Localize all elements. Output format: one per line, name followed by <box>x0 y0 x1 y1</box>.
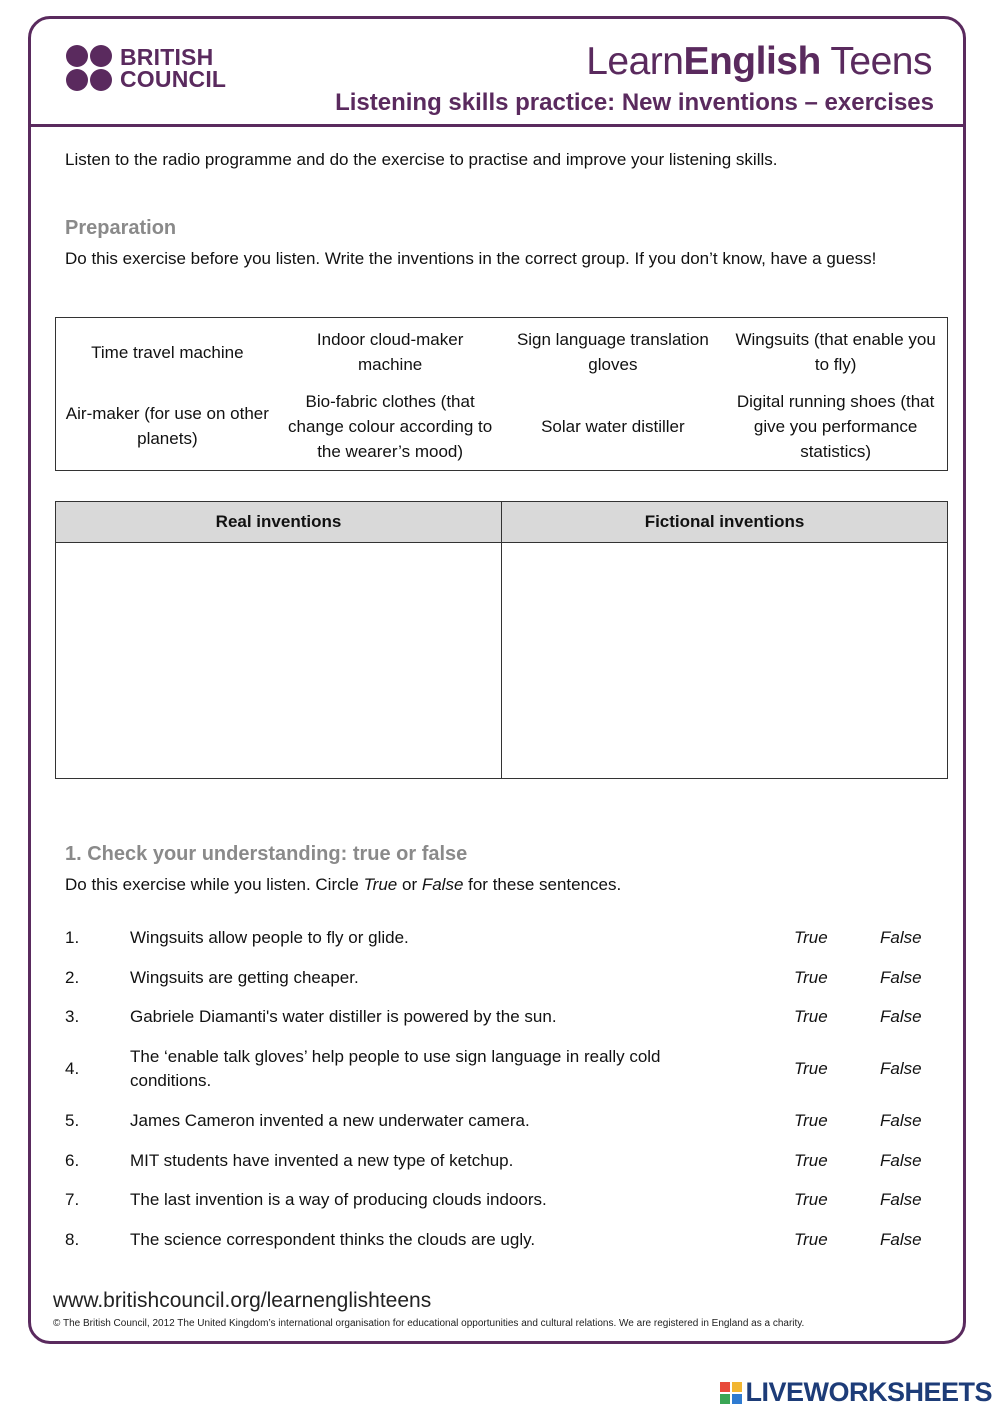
word-item: Air-maker (for use on other planets) <box>65 404 269 448</box>
question-row <box>65 1101 940 1141</box>
question-text: Wingsuits allow people to fly or glide. <box>130 928 409 947</box>
question-number: 7. <box>65 1190 80 1209</box>
false-option[interactable]: False <box>880 1150 922 1170</box>
question-text: The last invention is a way of producing clouds indoors. <box>130 1190 547 1209</box>
false-option[interactable]: False <box>880 1229 922 1249</box>
true-option[interactable]: True <box>794 1059 828 1078</box>
question-text: MIT students have invented a new type of ketchup. <box>130 1150 514 1170</box>
true-option[interactable]: True <box>794 1229 828 1249</box>
true-option[interactable]: True <box>794 1190 828 1209</box>
false-option[interactable]: False <box>880 1190 922 1209</box>
question-number: 6. <box>65 1150 80 1170</box>
logo-line-2: COUNCIL <box>120 66 227 92</box>
intro-text: Listen to the radio programme and do the exercise to practise and improve your listening skills. <box>65 150 778 169</box>
false-option[interactable]: False <box>880 928 922 947</box>
exercise1-heading: 1. Check your understanding: true or false <box>65 843 468 865</box>
preparation-heading: Preparation <box>65 217 177 239</box>
question-row <box>65 1220 940 1259</box>
question-text: Wingsuits are getting cheaper. <box>130 967 359 987</box>
true-option[interactable]: True <box>794 928 828 947</box>
word-item: Indoor cloud-maker machine <box>316 330 464 374</box>
question-number: 5. <box>65 1111 80 1130</box>
false-option[interactable]: False <box>880 967 922 987</box>
word-item: Solar water distiller <box>541 416 685 436</box>
learnenglish-teens-brand: LearnEnglish Teens <box>586 40 932 83</box>
question-text: The ‘enable talk gloves’ help people to use sign language in really cold conditions. <box>130 1047 661 1090</box>
true-option[interactable]: True <box>794 967 828 987</box>
question-row <box>65 997 940 1037</box>
sorting-table <box>55 501 948 779</box>
question-number: 8. <box>65 1229 80 1249</box>
question-row <box>65 918 940 958</box>
liveworksheets-logo <box>720 1377 992 1408</box>
exercise1-instruction: Do this exercise while you listen. Circle True or False for these sentences. <box>65 875 622 894</box>
question-number: 3. <box>65 1007 80 1026</box>
true-option[interactable]: True <box>794 1007 828 1026</box>
logo-dots-icon <box>66 45 112 91</box>
footer-url: www.britishcouncil.org/learnenglishteens <box>53 1289 432 1312</box>
question-number: 1. <box>65 928 80 947</box>
question-row <box>65 958 940 997</box>
logo-line-1: BRITISH <box>120 44 214 70</box>
word-item: Digital running shoes (that give you performance statistics) <box>736 391 935 461</box>
word-box <box>55 317 948 471</box>
word-item: Bio-fabric clothes (that change colour according to the wearer’s mood) <box>288 391 493 461</box>
true-option[interactable]: True <box>794 1111 828 1130</box>
question-row <box>65 1180 940 1220</box>
real-inventions-header: Real inventions <box>215 512 342 531</box>
preparation-instruction: Do this exercise before you listen. Write the inventions in the correct group. If you don’t know, have a guess! <box>65 249 877 268</box>
false-option[interactable]: False <box>880 1111 922 1130</box>
real-inventions-dropzone[interactable] <box>56 543 501 779</box>
fictional-inventions-header: Fictional inventions <box>501 502 947 542</box>
word-item: Sign language translation gloves <box>516 330 709 374</box>
true-option[interactable]: True <box>794 1150 828 1170</box>
british-council-logo <box>66 45 226 91</box>
question-row <box>65 1141 940 1180</box>
liveworksheets-wordmark: LIVEWORKSHEETS <box>745 1377 992 1407</box>
question-text: James Cameron invented a new underwater camera. <box>130 1111 530 1130</box>
question-text: The science correspondent thinks the clouds are ugly. <box>130 1229 536 1249</box>
question-row <box>65 1037 940 1101</box>
question-text: Gabriele Diamanti's water distiller is powered by the sun. <box>130 1007 557 1026</box>
false-option[interactable]: False <box>880 1059 922 1078</box>
word-item: Time travel machine <box>91 342 244 362</box>
question-number: 2. <box>65 967 80 987</box>
footer-copyright: © The British Council, 2012 The United Kingdom’s international organisation for educational opportunities and cultural relations. We are registered in England as a charity. <box>53 1318 805 1329</box>
header-divider <box>28 124 966 127</box>
document-title: Listening skills practice: New inventions – exercises <box>335 89 934 116</box>
liveworksheets-icon <box>720 1382 742 1404</box>
question-number: 4. <box>65 1059 80 1078</box>
false-option[interactable]: False <box>880 1007 922 1026</box>
word-item: Wingsuits (that enable you to fly) <box>735 330 936 374</box>
true-false-list <box>65 918 940 1259</box>
fictional-inventions-dropzone[interactable] <box>501 543 947 779</box>
